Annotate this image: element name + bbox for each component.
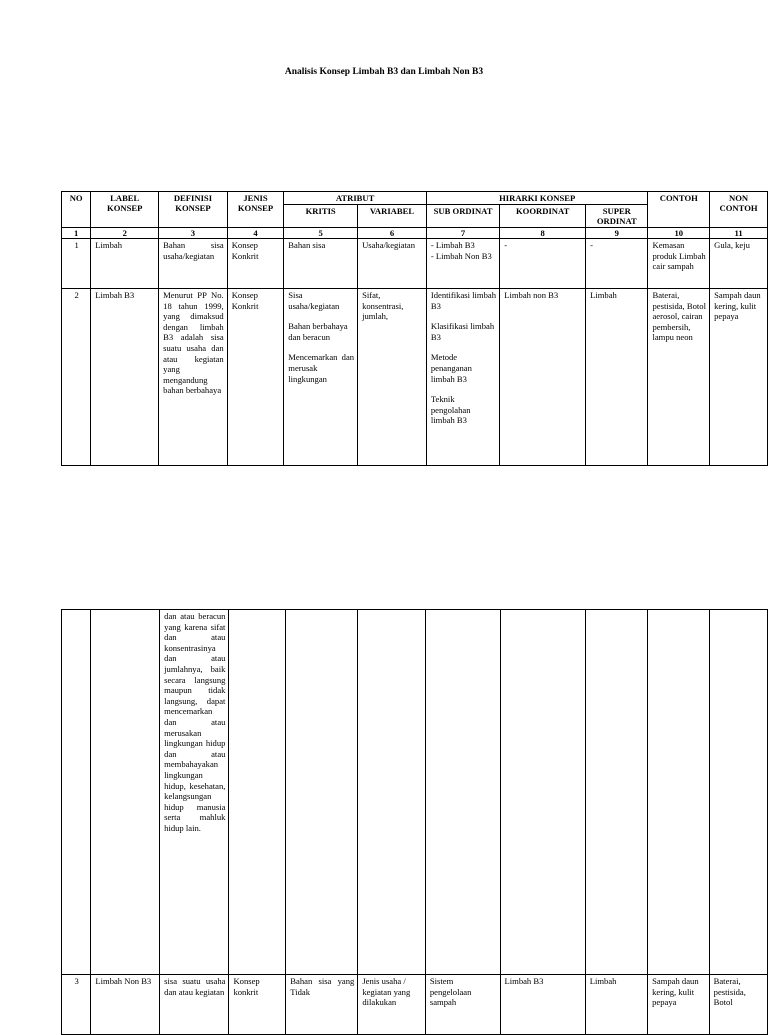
cell-variabel: Sifat, konsentrasi, jumlah,: [358, 289, 427, 466]
header-contoh: CONTOH: [648, 192, 710, 228]
header-jenis: JENIS KONSEP: [227, 192, 284, 228]
document-title: Analisis Konsep Limbah B3 dan Limbah Non B3: [284, 67, 484, 77]
cell-super: Limbah: [586, 289, 648, 466]
sub-item: - Limbah B3: [430, 240, 475, 250]
col-number: 7: [426, 228, 499, 239]
cell-sub: [426, 239, 499, 289]
cell-contoh: [648, 610, 710, 975]
cell-definisi: Bahan sisa usaha/kegiatan: [159, 239, 228, 289]
concept-table-continued: [61, 609, 768, 1035]
sub-item: Identifikasi limbah B3: [430, 290, 497, 311]
cell-sub: Sistem pengelolaan sampah: [425, 975, 500, 1035]
col-number: 2: [91, 228, 159, 239]
cell-label: [91, 610, 160, 975]
col-number: 1: [62, 228, 91, 239]
col-number: 6: [358, 228, 427, 239]
header-kritis: KRITIS: [284, 205, 358, 228]
kritis-item: Mencemarkan dan merusak lingkungan: [288, 352, 355, 384]
concept-table: [61, 191, 768, 466]
cell-jenis: Konsep Konkrit: [227, 289, 284, 466]
sub-item: Metode penanganan limbah B3: [430, 352, 472, 384]
cell-variabel: Usaha/kegiatan: [358, 239, 427, 289]
cell-noncontoh: Gula, keju: [710, 239, 768, 289]
number-row: [62, 228, 768, 239]
cell-no: 1: [62, 239, 91, 289]
cell-noncontoh: Sampah daun kering, kulit pepaya: [710, 289, 768, 466]
header-definisi: DEFINISI KONSEP: [159, 192, 228, 228]
header-variabel: VARIABEL: [358, 205, 427, 228]
cell-kritis: Bahan sisa yang Tidak: [286, 975, 358, 1035]
cell-koordinat: Limbah non B3: [500, 289, 586, 466]
cell-koordinat: [500, 610, 585, 975]
cell-jenis: Konsep konkrit: [229, 975, 286, 1035]
cell-no: 2: [62, 289, 91, 466]
header-noncontoh: NON CONTOH: [710, 192, 768, 228]
cell-jenis: Konsep Konkrit: [227, 239, 284, 289]
sub-item: - Limbah Non B3: [430, 250, 492, 261]
col-number: 4: [227, 228, 284, 239]
cell-no: 3: [62, 975, 91, 1035]
cell-label: Limbah B3: [91, 289, 159, 466]
header-label: LABEL KONSEP: [91, 192, 159, 228]
sub-item: Klasifikasi limbah B3: [430, 321, 495, 342]
cell-kritis: Bahan sisa: [284, 239, 358, 289]
cell-definisi: Menurut PP No. 18 tahun 1999, yang dimaksud dengan limbah B3 adalah sisa suatu usaha dan atau kegiatan yang mengandung bahan berbahaya: [159, 289, 228, 466]
kritis-item: Sisa usaha/kegiatan: [288, 290, 340, 311]
header-row: [62, 192, 768, 205]
cell-no: [62, 610, 91, 975]
cell-kritis: [286, 610, 358, 975]
col-number: 8: [500, 228, 586, 239]
header-no: NO: [62, 192, 91, 228]
cell-koordinat: Limbah B3: [500, 975, 585, 1035]
header-super: SUPER ORDINAT: [586, 205, 648, 228]
cell-variabel: [358, 610, 426, 975]
cell-noncontoh: [709, 610, 767, 975]
cell-kritis: [284, 289, 358, 466]
cell-sub: [426, 289, 499, 466]
cell-super: [585, 610, 647, 975]
cell-koordinat: -: [500, 239, 586, 289]
cell-contoh: Kemasan produk Limbah cair sampah: [648, 239, 710, 289]
cell-definisi: sisa suatu usaha dan atau kegiatan: [160, 975, 229, 1035]
cell-definisi: dan atau beracun yang karena sifat dan atau konsentrasinya dan atau jumlahnya, baik secara langsung maupun tidak langsung, dapat mencemarkan dan atau merusakan lingkungan hidup dan atau membahayakan lingkungan hidup, kesehatan, kelangsungan hidup manusia serta mahluk hidup lain.: [160, 610, 229, 975]
header-hirarki: HIRARKI KONSEP: [426, 192, 648, 205]
cell-jenis: [229, 610, 286, 975]
cell-super: -: [586, 239, 648, 289]
header-sub: SUB ORDINAT: [426, 205, 499, 228]
cell-noncontoh: Baterai, pestisida, Botol: [709, 975, 767, 1035]
col-number: 10: [648, 228, 710, 239]
col-number: 9: [586, 228, 648, 239]
cell-sub: [425, 610, 500, 975]
col-number: 11: [710, 228, 768, 239]
col-number: 5: [284, 228, 358, 239]
cell-label: Limbah Non B3: [91, 975, 160, 1035]
cell-contoh: Sampah daun kering, kulit pepaya: [648, 975, 710, 1035]
cell-label: Limbah: [91, 239, 159, 289]
table-row: [62, 975, 768, 1035]
header-atribut: ATRIBUT: [284, 192, 427, 205]
table-row: [62, 289, 768, 466]
cell-contoh: Baterai, pestisida, Botol aerosol, cairan pembersih, lampu neon: [648, 289, 710, 466]
col-number: 3: [159, 228, 228, 239]
cell-variabel: Jenis usaha / kegiatan yang dilakukan: [358, 975, 426, 1035]
table-row: [62, 239, 768, 289]
header-koordinat: KOORDINAT: [500, 205, 586, 228]
sub-item: Teknik pengolahan limbah B3: [430, 394, 471, 426]
cell-super: Limbah: [585, 975, 647, 1035]
table-row-continued: [62, 610, 768, 975]
kritis-item: Bahan berbahaya dan beracun: [288, 321, 348, 342]
